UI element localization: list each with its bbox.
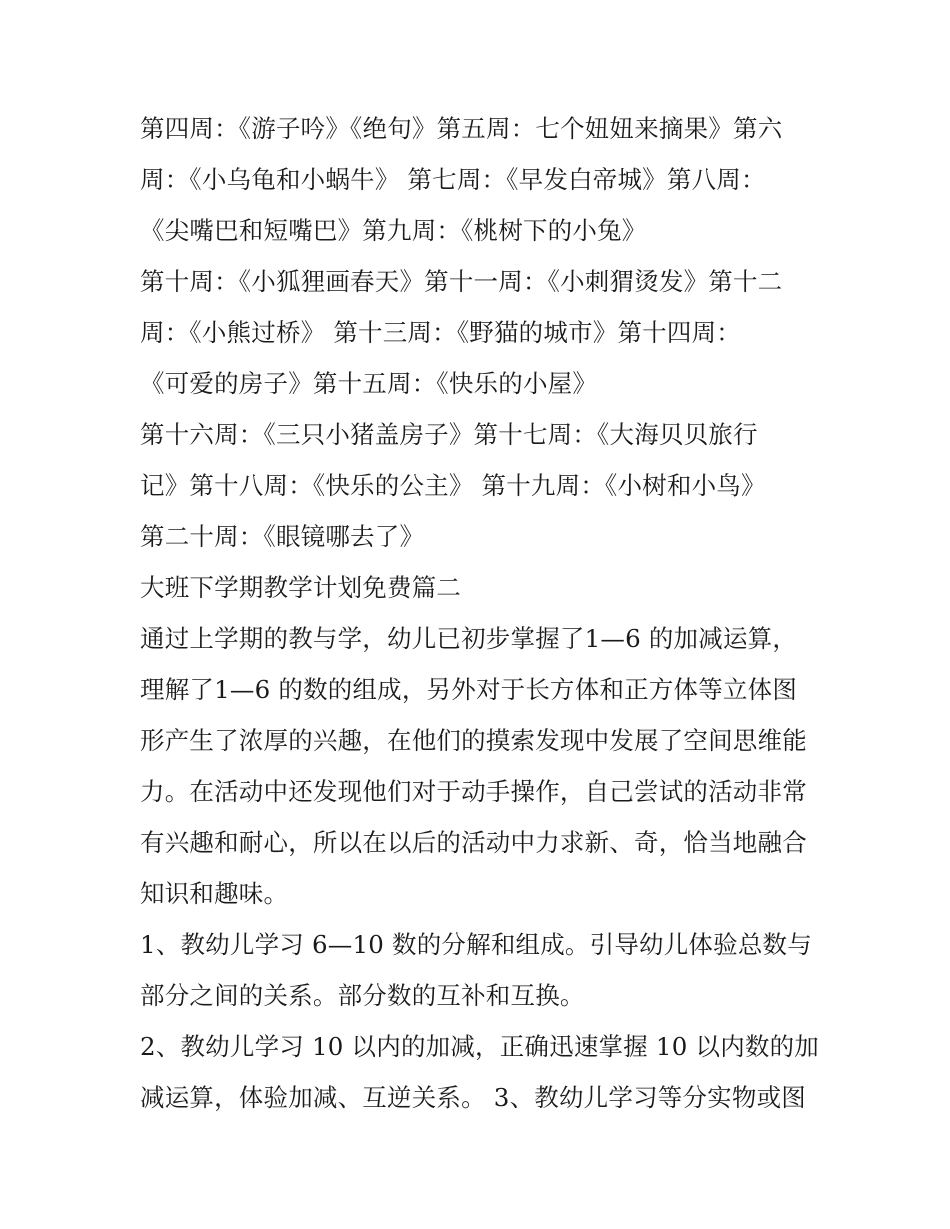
text-line: 减运算，体验加减、互逆关系。 3、教幼儿学习等分实物或图 [140, 1083, 806, 1112]
text-line: 2、教幼儿学习 10 以内的加减，正确迅速掌握 10 以内数的加 [140, 1032, 819, 1061]
text-line: 记》第十八周：《快乐的公主》 第十九周：《小树和小鸟》 [140, 471, 766, 500]
text-line: 通过上学期的教与学，幼儿已初步掌握了1—6 的加减运算， [140, 624, 798, 653]
text-line: 1、教幼儿学习 6—10 数的分解和组成。引导幼儿体验总数与 [140, 930, 812, 959]
text-line: 《可爱的房子》第十五周：《快乐的小屋》 [140, 369, 598, 398]
text-line: 部分之间的关系。部分数的互补和互换。 [140, 981, 585, 1010]
text-line: 《尖嘴巴和短嘴巴》第九周：《桃树下的小兔》 [140, 216, 647, 245]
text-line: 第四周：《游子吟》《绝句》第五周：七个妞妞来摘果》第六 [140, 114, 783, 143]
text-line: 第十周：《小狐狸画春天》第十一周：《小刺猬烫发》第十二 [140, 267, 783, 296]
text-line: 第十六周：《三只小猪盖房子》第十七周：《大海贝贝旅行 [140, 420, 758, 449]
text-line: 周：《小乌龟和小蜗牛》 第七周：《早发白帝城》第八周： [140, 165, 766, 194]
text-line: 周：《小熊过桥》 第十三周：《野猫的城市》第十四周： [140, 318, 741, 347]
text-line: 第二十周：《眼镜哪去了》 [140, 522, 425, 551]
section-heading: 大班下学期教学计划免费篇二 [140, 573, 462, 602]
text-line: 知识和趣味。 [140, 879, 289, 908]
text-line: 形产生了浓厚的兴趣，在他们的摸索发现中发展了空间思维能 [140, 726, 807, 755]
text-line: 力。在活动中还发现他们对于动手操作，自己尝试的活动非常 [140, 777, 807, 806]
text-line: 有兴趣和耐心，所以在以后的活动中力求新、奇，恰当地融合 [140, 828, 807, 857]
text-line: 理解了1—6 的数的组成，另外对于长方体和正方体等立体图 [140, 675, 798, 704]
